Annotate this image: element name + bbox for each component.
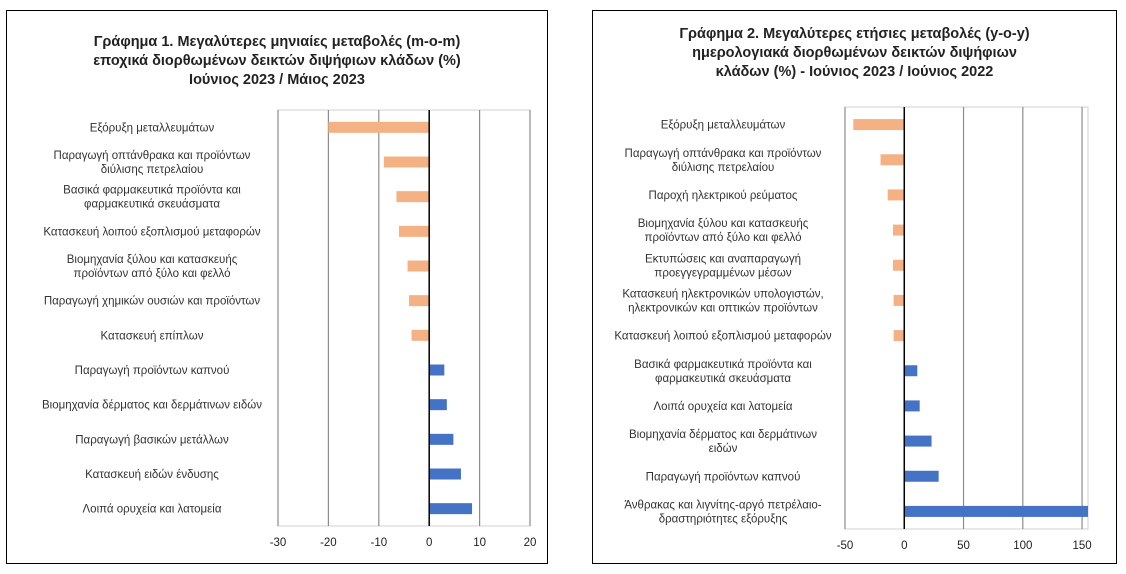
chart-1-bar bbox=[408, 261, 430, 272]
chart-2-bar bbox=[893, 260, 904, 271]
chart-1-title-line-2: εποχικά διορθωμένων δεικτών διψήφιων κλάδων (%) bbox=[93, 53, 461, 69]
chart-1-category-label: Παραγωγή χημικών ουσιών και προϊόντων bbox=[43, 295, 261, 308]
chart-2-bar bbox=[904, 365, 917, 376]
chart-1-category-label: Παραγωγή οπτάνθρακα και προϊόντων bbox=[53, 150, 251, 162]
chart-2-category-label: διύλισης πετρελαίου bbox=[671, 161, 775, 174]
chart-1-panel bbox=[6, 10, 548, 564]
chart-2-title-line-3: κλάδων (%) - Ιούνιος 2023 / Ιούνιος 2022 bbox=[715, 64, 994, 80]
chart-1-plot bbox=[7, 11, 549, 565]
chart-2-bar bbox=[881, 154, 905, 165]
chart-1-bar bbox=[429, 503, 472, 514]
chart-1-category-label: Βιομηχανία ξύλου και κατασκευής bbox=[66, 254, 238, 266]
chart-2-category-label: δραστηριότητες εξόρυξης bbox=[658, 513, 788, 526]
chart-2-category-label: Άνθρακας και λιγνίτης-αργό πετρέλαιο- bbox=[624, 499, 822, 512]
chart-2-category-label: ειδών bbox=[708, 443, 738, 456]
chart-2-category-label: Κατασκευή ηλεκτρονικών υπολογιστών, bbox=[622, 288, 824, 301]
chart-2-title-line-2: ημερολογιακά διορθωμένων δεικτών διψήφιων bbox=[692, 45, 1017, 61]
chart-2-category-label: Εξόρυξη μεταλλευμάτων bbox=[660, 119, 786, 132]
chart-1-category-label: Κατασκευή λοιπού εξοπλισμού μεταφορών bbox=[43, 226, 261, 239]
chart-2-bar bbox=[894, 295, 905, 306]
chart-1-category-label: Παραγωγή βασικών μετάλλων bbox=[75, 434, 229, 447]
chart-1-bar bbox=[384, 157, 429, 168]
chart-1-bar bbox=[399, 226, 429, 237]
chart-2-category-label: Κατασκευή λοιπού εξοπλισμού μεταφορών bbox=[614, 330, 832, 343]
chart-2-title-line-1: Γράφημα 2. Μεγαλύτερες ετήσιες μεταβολές (y-o-y) bbox=[679, 26, 1030, 42]
chart-2-category-label: Βασικά φαρμακευτικά προϊόντα και bbox=[634, 358, 812, 371]
chart-1-bar bbox=[328, 122, 429, 133]
chart-2-category-label: προεγγεγραμμένων μέσων bbox=[654, 267, 792, 280]
chart-2-category-label: Παροχή ηλεκτρικού ρεύματος bbox=[648, 189, 798, 202]
chart-2-category-label: φαρμακευτικά σκευάσματα bbox=[655, 372, 791, 385]
chart-2-category-label: ηλεκτρονικών και οπτικών προϊόντων bbox=[628, 302, 818, 315]
chart-1-tick-label: 0 bbox=[425, 537, 433, 549]
chart-2-bar bbox=[894, 330, 905, 341]
chart-1-category-label: Βασικά φαρμακευτικά προϊόντα και bbox=[63, 184, 241, 197]
chart-1-category-label: Βιομηχανία δέρματος και δερμάτινων ειδών bbox=[42, 399, 262, 412]
chart-1-bar bbox=[412, 330, 430, 341]
chart-2-category-label: Βιομηχανία ξύλου και κατασκευής bbox=[637, 218, 809, 231]
chart-1-category-label: Κατασκευή ειδών ένδυσης bbox=[85, 469, 219, 481]
chart-2-bar bbox=[888, 189, 905, 200]
chart-2-bar bbox=[904, 506, 1088, 517]
chart-1-tick-label: 20 bbox=[523, 537, 537, 549]
chart-1-category-label: διύλισης πετρελαίου bbox=[100, 164, 204, 176]
chart-2-category-label: Λοιπά ορυχεία και λατομεία bbox=[653, 400, 793, 413]
chart-2-category-label: Παραγωγή προϊόντων καπνού bbox=[645, 471, 801, 484]
chart-1-category-label: προϊόντων από ξύλο και φελλό bbox=[73, 268, 231, 280]
chart-1-tick-label: -10 bbox=[370, 537, 388, 549]
chart-1-tick-label: -20 bbox=[320, 537, 337, 549]
chart-2-category-label: προϊόντων από ξύλο και φελλό bbox=[644, 232, 802, 245]
chart-2-panel bbox=[592, 10, 1117, 564]
chart-2-tick-label: 150 bbox=[1072, 540, 1092, 552]
chart-2-tick-label: 0 bbox=[901, 540, 908, 552]
chart-1-category-label: Κατασκευή επίπλων bbox=[100, 330, 204, 343]
chart-2-tick-label: -50 bbox=[836, 540, 854, 552]
chart-2-bar bbox=[853, 119, 904, 130]
chart-1-category-label: Εξόρυξη μεταλλευμάτων bbox=[89, 122, 215, 135]
chart-2-tick-label: 50 bbox=[957, 540, 970, 552]
chart-1-tick-label: -30 bbox=[269, 537, 287, 549]
chart-2-bar bbox=[904, 436, 931, 447]
chart-1-bar bbox=[429, 469, 461, 480]
chart-2-plot-area bbox=[845, 107, 1088, 529]
chart-2-plot bbox=[593, 11, 1118, 565]
chart-2-category-label: Βιομηχανία δέρματος και δερμάτινων bbox=[629, 429, 817, 442]
chart-1-category-label: φαρμακευτικά σκευάσματα bbox=[84, 198, 220, 211]
chart-1-category-label: Παραγωγή προϊόντων καπνού bbox=[74, 365, 230, 377]
chart-1-bar bbox=[409, 295, 429, 306]
chart-2-category-label: Εκτυπώσεις και αναπαραγωγή bbox=[644, 253, 802, 266]
chart-1-plot-area bbox=[278, 110, 530, 526]
chart-1-bar bbox=[429, 399, 447, 410]
chart-1-bar bbox=[429, 434, 453, 445]
chart-2-bar bbox=[904, 471, 938, 482]
chart-1-tick-label: 10 bbox=[473, 537, 486, 549]
chart-1-bar bbox=[429, 365, 444, 376]
chart-1-category-label: Λοιπά ορυχεία και λατομεία bbox=[82, 503, 222, 516]
chart-1-bar bbox=[396, 191, 429, 202]
chart-2-category-label: Παραγωγή οπτάνθρακα και προϊόντων bbox=[624, 147, 822, 160]
chart-2-tick-label: 100 bbox=[1013, 540, 1033, 552]
chart-2-bar bbox=[904, 400, 919, 411]
chart-1-title-line-3: Ιούνιος 2023 / Μάιος 2023 bbox=[189, 72, 365, 88]
chart-2-bar bbox=[893, 225, 904, 236]
chart-1-title-line-1: Γράφημα 1. Μεγαλύτερες μηνιαίες μεταβολές (m-o-m) bbox=[93, 34, 461, 50]
